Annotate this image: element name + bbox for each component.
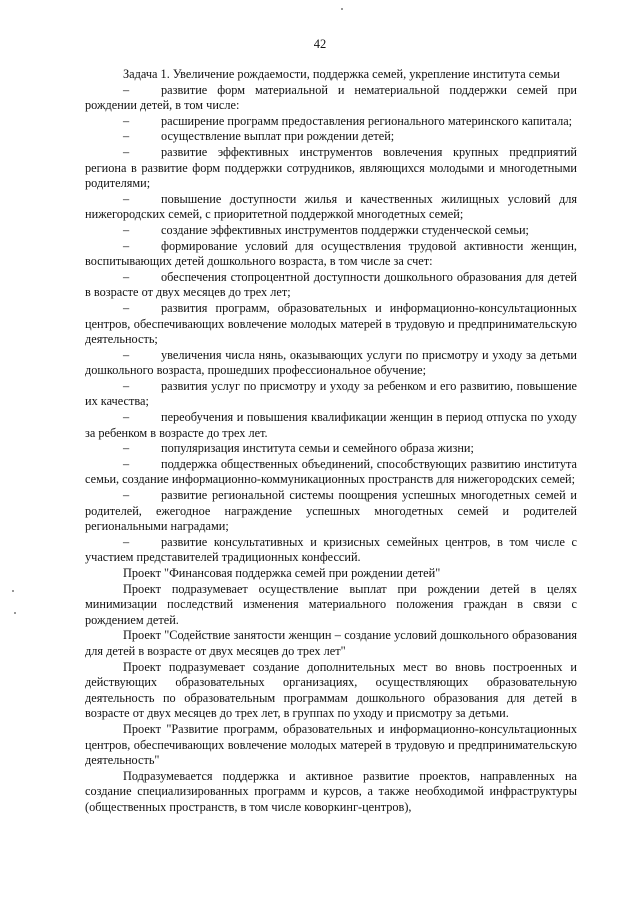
list-dash: – [123, 269, 130, 284]
list-item-text: увеличения числа нянь, оказывающих услуги по присмотру и уходу за детьми дошкольного возраста, прошедших профессиональное обучение; [85, 347, 577, 378]
list-item [85, 114, 577, 130]
list-item-text: расширение программ предоставления регионального материнского капитала; [161, 113, 573, 128]
page-number: 42 [313, 37, 327, 51]
list-item-text: развитие консультативных и кризисных семейных центров, в том числе с участием представителей традиционных конфессий. [85, 534, 577, 565]
list-item-text: поддержка общественных объединений, способствующих развитию института семьи, создание информационно-коммуникационных пространств для нижегородских семей; [85, 456, 577, 487]
list-dash: – [123, 82, 130, 97]
list-dash: – [123, 441, 130, 456]
list-dash: – [123, 129, 130, 144]
project-description: Подразумевается поддержка и активное развитие проектов, направленных на создание специализированных программ и курсов, а также необходимой инфраструктуры (общественных пространств, в том числе коворкинг-центров), [85, 768, 577, 814]
list-item [85, 239, 577, 270]
list-dash: – [123, 191, 130, 206]
project-title: Проект "Финансовая поддержка семей при рождении детей" [123, 566, 441, 580]
list-dash: – [123, 378, 130, 393]
list-item-text: развитие эффективных инструментов вовлечения крупных предприятий региона в развитие форм поддержки сотрудников, являющихся молодыми и многодетными родителями; [85, 144, 577, 191]
project-description: Проект подразумевает осуществление выплат при рождении детей в целях минимизации последствий изменения материального положения граждан в связи с рождением детей. [85, 581, 577, 627]
list-dash: – [123, 113, 130, 128]
project-title: Проект "Содействие занятости женщин – создание условий дошкольного образования для детей в возрасте от двух месяцев до трех лет" [85, 628, 577, 658]
list-item [85, 348, 577, 379]
list-item-text: развития услуг по присмотру и уходу за ребенком и его развитию, повышение их качества; [85, 378, 577, 409]
list-item [85, 488, 577, 535]
list-item-text: повышение доступности жилья и качественных жилищных условий для нижегородских семей, с приоритетной поддержкой многодетных семей; [85, 191, 577, 222]
bullet-list [85, 83, 577, 566]
list-item [85, 223, 577, 239]
list-item-text: развитие форм материальной и нематериальной поддержки семей при рождении детей, в том числе: [85, 82, 577, 113]
list-item-text: формирование условий для осуществления трудовой активности женщин, воспитывающих детей дошкольного возраста, в том числе за счет: [85, 238, 577, 269]
list-item-text: переобучения и повышения квалификации женщин в период отпуска по уходу за ребенком в возрасте до трех лет. [85, 410, 577, 440]
list-item [85, 379, 577, 410]
scan-speck [341, 8, 343, 10]
task-heading: Задача 1. Увеличение рождаемости, поддержка семей, укрепление института семьи [123, 67, 560, 81]
list-dash: – [123, 144, 130, 159]
list-item [85, 192, 577, 223]
list-item-text: развитие региональной системы поощрения успешных многодетных семей и родителей, ежегодное награждение успешных многодетных семей и родителей региональными наградами; [85, 488, 577, 534]
list-item [85, 129, 577, 145]
list-dash: – [123, 347, 130, 362]
list-item [85, 145, 577, 192]
list-dash: – [123, 238, 130, 253]
list-item [85, 83, 577, 114]
project-title: Проект "Развитие программ, образовательных и информационно-консультационных центров, обеспечивающих вовлечение молодых матерей в трудовую и предпринимательскую деятельность" [85, 721, 577, 768]
list-dash: – [123, 534, 130, 549]
list-dash: – [123, 456, 130, 471]
list-item [85, 410, 577, 441]
list-item [85, 301, 577, 348]
list-dash: – [123, 410, 130, 425]
list-dash: – [123, 488, 130, 503]
list-item [85, 535, 577, 566]
list-item-text: обеспечения стопроцентной доступности дошкольного образования для детей в возрасте от двух месяцев до трех лет; [85, 269, 577, 300]
list-item-text: развития программ, образовательных и информационно-консультационных центров, обеспечивающих вовлечение молодых матерей в трудовую и предпринимательскую деятельность; [85, 300, 577, 347]
project-description: Проект подразумевает создание дополнительных мест во вновь построенных и действующих образовательных организациях, осуществляющих образовательную деятельность по образовательным программам дошкольного образования для детей в возрасте от двух месяцев до трех лет, в группах по уходу и присмотру за детьми. [85, 659, 577, 721]
document-body [85, 67, 577, 816]
scan-speck [12, 590, 14, 592]
list-item [85, 270, 577, 301]
list-item-text: популяризация института семьи и семейного образа жизни; [161, 441, 474, 456]
list-item-text: осуществление выплат при рождении детей; [161, 129, 395, 144]
list-item-text: создание эффективных инструментов поддержки студенческой семьи; [161, 222, 529, 237]
list-dash: – [123, 222, 130, 237]
list-item [85, 457, 577, 488]
list-item [85, 441, 577, 457]
scan-speck [14, 612, 16, 614]
list-dash: – [123, 300, 130, 315]
